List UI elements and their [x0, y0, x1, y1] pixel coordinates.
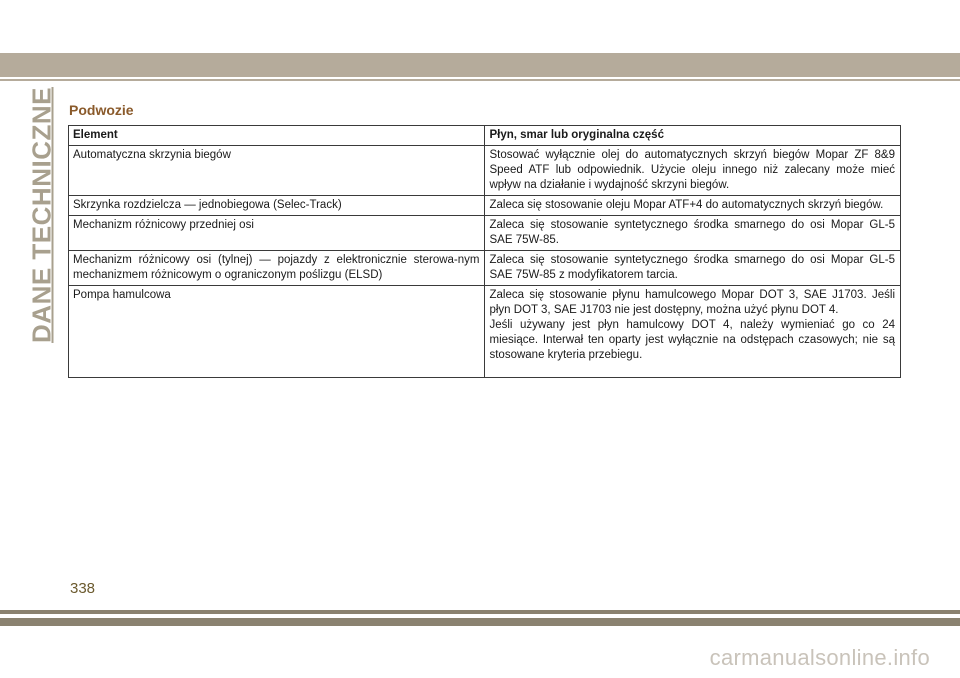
side-section-label	[24, 87, 60, 343]
cell-element: Skrzynka rozdzielcza — jednobiegowa (Selec-Track)	[69, 196, 485, 216]
bottom-decorative-band	[0, 618, 960, 626]
table-row	[69, 286, 901, 378]
cell-fluid	[485, 251, 901, 286]
cell-fluid	[485, 216, 901, 251]
column-header-element: Element	[69, 126, 485, 146]
side-section-label-text: DANE TECHNICZNE	[26, 87, 57, 343]
bottom-decorative-line	[0, 610, 960, 614]
cell-fluid	[485, 196, 901, 216]
table-header-row	[69, 126, 901, 146]
cell-fluid	[485, 146, 901, 196]
table-row	[69, 196, 901, 216]
cell-element: Mechanizm różnicowy osi (tylnej) — pojazdy z elektronicznie sterowa-nym mechanizmem różnicowym o ograniczonym poślizgu (ELSD)	[69, 251, 485, 286]
cell-element: Mechanizm różnicowy przedniej osi	[69, 216, 485, 251]
cell-fluid-paragraph: Zaleca się stosowanie syntetycznego środka smarnego do osi Mopar GL-5 SAE 75W-85.	[489, 219, 895, 246]
cell-fluid-paragraph: Stosować wyłącznie olej do automatycznych skrzyń biegów Mopar ZF 8&9 Speed ATF lub odpowiednik. Użycie oleju innego niż zalecany może mieć wpływ na działanie i wydajność skrzyni biegów.	[489, 149, 895, 191]
cell-fluid-paragraph: Jeśli używany jest płyn hamulcowy DOT 4, należy wymieniać go co 24 miesiące. Interwał ten oparty jest wyłącznie na odstępach czasowych; nie są stosowane kryteria przebiegu.	[489, 319, 895, 361]
cell-fluid-paragraph: Zaleca się stosowanie oleju Mopar ATF+4 do automatycznych skrzyń biegów.	[489, 199, 884, 211]
cell-element: Automatyczna skrzynia biegów	[69, 146, 485, 196]
top-decorative-band	[0, 53, 960, 77]
section-title: Podwozie	[69, 102, 134, 118]
cell-fluid	[485, 286, 901, 378]
cell-fluid-paragraph: Zaleca się stosowanie syntetycznego środka smarnego do osi Mopar GL-5 SAE 75W-85 z modyfikatorem tarcia.	[489, 254, 895, 281]
fluids-table	[68, 125, 901, 378]
table-row	[69, 146, 901, 196]
table-row	[69, 251, 901, 286]
page-number: 338	[70, 580, 96, 597]
watermark: carmanualsonline.info	[709, 645, 930, 670]
column-header-fluid: Płyn, smar lub oryginalna część	[485, 126, 901, 146]
cell-element: Pompa hamulcowa	[69, 286, 485, 378]
table-row	[69, 216, 901, 251]
cell-fluid-paragraph: Zaleca się stosowanie płynu hamulcowego Mopar DOT 3, SAE J1703. Jeśli płyn DOT 3, SAE J1703 nie jest dostępny, można użyć płynu DOT 4.	[489, 289, 895, 316]
